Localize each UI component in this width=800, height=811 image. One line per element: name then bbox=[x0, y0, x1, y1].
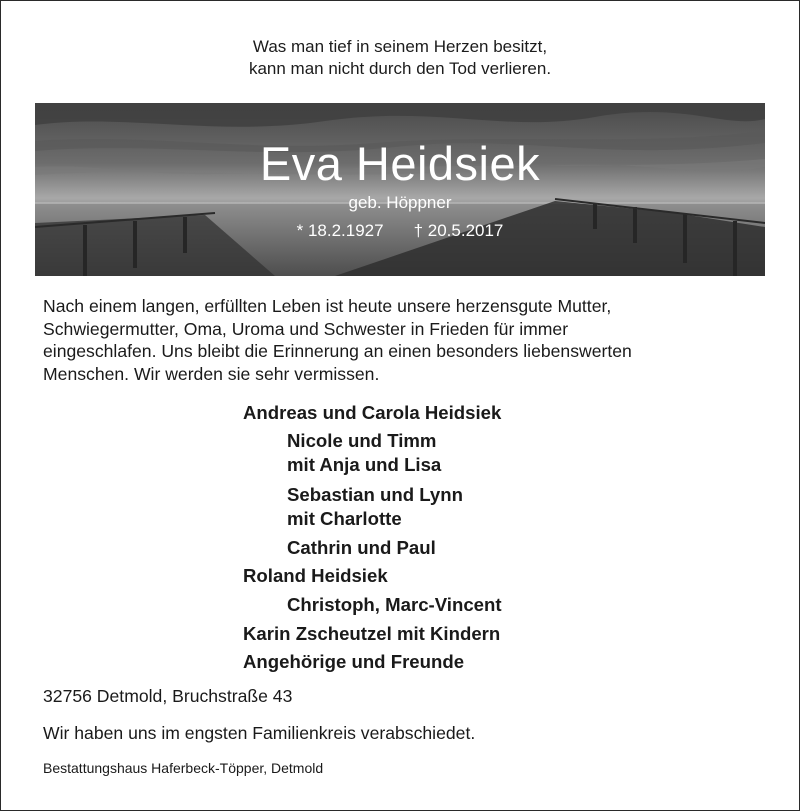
mourner-entry: Roland Heidsiek bbox=[243, 565, 388, 586]
announcement-line: Schwiegermutter, Oma, Uroma und Schwester in Frieden für immer bbox=[43, 318, 569, 339]
quote-line-2: kann man nicht durch den Tod verlieren. bbox=[248, 59, 552, 78]
memorial-quote bbox=[0, 36, 800, 80]
farewell-note: Wir haben uns im engsten Familienkreis verabschiedet. bbox=[43, 723, 476, 743]
mourner-entry: Cathrin und Paul bbox=[287, 537, 436, 558]
announcement-line: Menschen. Wir werden sie sehr vermissen. bbox=[43, 363, 380, 384]
mourner-entry: Karin Zscheutzel mit Kindern bbox=[243, 623, 501, 644]
mourner-entry: Christoph, Marc-Vincent bbox=[287, 594, 502, 615]
mourner-entry: Andreas und Carola Heidsiek bbox=[243, 402, 502, 423]
funeral-home: Bestattungshaus Haferbeck-Töpper, Detmold bbox=[43, 760, 324, 776]
maiden-name: geb. Höppner bbox=[348, 193, 452, 212]
deceased-name: Eva Heidsiek bbox=[259, 137, 541, 190]
mourner-entry: Angehörige und Freunde bbox=[243, 651, 465, 672]
mourner-entry: mit Charlotte bbox=[287, 508, 402, 529]
announcement-line: Nach einem langen, erfüllten Leben ist heute unsere herzensgute Mutter, bbox=[43, 296, 612, 316]
death-date: † 20.5.2017 bbox=[413, 221, 504, 240]
announcement-line: eingeschlafen. Uns bleibt die Erinnerung an einen besonders liebenswerten bbox=[43, 341, 632, 361]
mourner-entry: Nicole und Timm bbox=[287, 430, 437, 451]
life-dates bbox=[35, 221, 765, 241]
mourner-entry: Sebastian und Lynn bbox=[287, 484, 463, 505]
mourner-entry: mit Anja und Lisa bbox=[287, 454, 442, 475]
header-photo-banner bbox=[35, 103, 765, 276]
birth-date: * 18.2.1927 bbox=[296, 221, 384, 240]
quote-line-1: Was man tief in seinem Herzen besitzt, bbox=[252, 37, 548, 56]
family-address: 32756 Detmold, Bruchstraße 43 bbox=[43, 686, 293, 706]
announcement-text bbox=[43, 295, 763, 385]
